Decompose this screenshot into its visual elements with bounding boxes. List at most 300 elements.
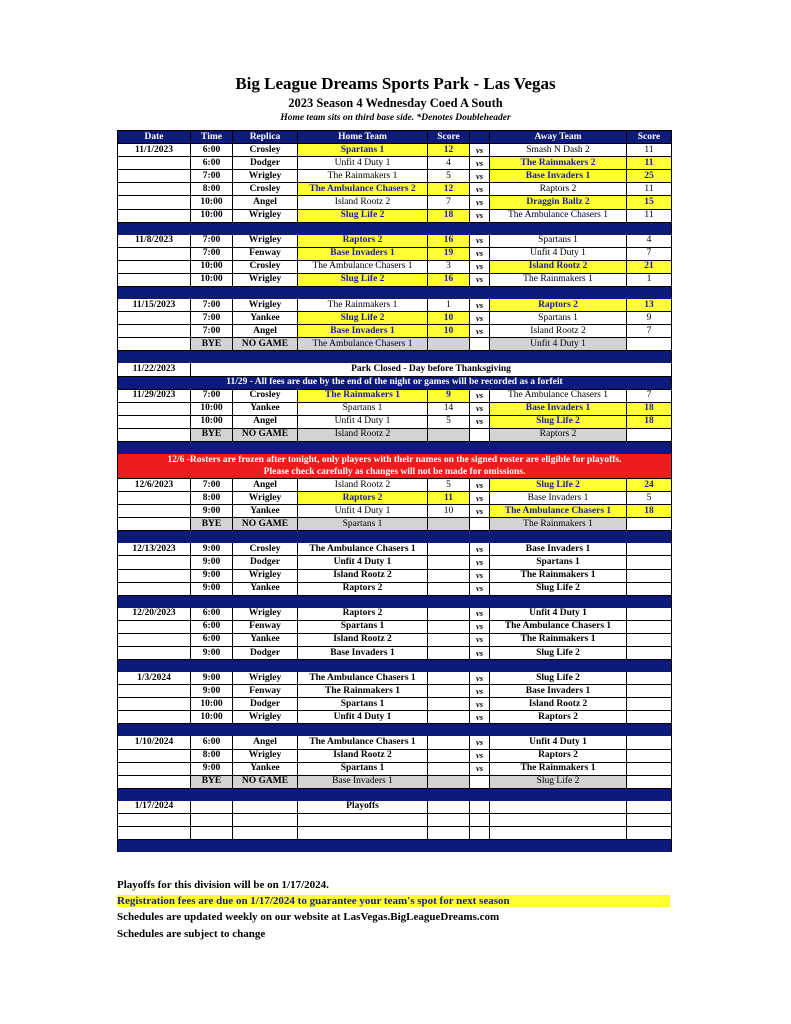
away-team-cell: The Rainmakers 1 [490, 273, 627, 286]
field-cell: Wrigley [233, 672, 298, 685]
time-cell: 9:00 [191, 762, 233, 775]
field-cell [233, 800, 298, 813]
field-cell: Angel [233, 478, 298, 491]
away-score-cell [627, 428, 672, 441]
blank-cell [298, 813, 428, 826]
away-team-cell: Unfit 4 Duty 1 [490, 338, 627, 351]
game-row [118, 685, 672, 698]
field-cell: Wrigley [233, 749, 298, 762]
date-cell: 11/15/2023 [118, 299, 191, 312]
time-cell: 6:00 [191, 144, 233, 157]
footer-website: Schedules are updated weekly on our website at LasVegas.BigLeagueDreams.com [117, 911, 500, 923]
field-cell: Wrigley [233, 569, 298, 582]
game-row [118, 800, 672, 813]
separator-cell [118, 724, 672, 736]
away-score-cell [627, 338, 672, 351]
away-team-cell: Slug Life 2 [490, 582, 627, 595]
col-vs [470, 131, 490, 144]
vs-cell: vs [470, 762, 490, 775]
field-cell: Yankee [233, 505, 298, 518]
date-cell: 1/17/2024 [118, 800, 191, 813]
home-team-cell: The Ambulance Chasers 2 [298, 183, 428, 196]
game-row [118, 234, 672, 247]
bye-row [118, 428, 672, 441]
vs-cell: vs [470, 157, 490, 170]
schedule-note: Home team sits on third base side. *Denotes Doubleheader [280, 113, 511, 123]
home-score-cell: 10 [428, 325, 470, 338]
home-team-cell: Spartans 1 [298, 518, 428, 531]
field-cell: NO GAME [233, 775, 298, 788]
game-row [118, 247, 672, 260]
away-score-cell [627, 685, 672, 698]
home-score-cell [428, 800, 470, 813]
field-cell: Dodger [233, 647, 298, 660]
time-cell: 10:00 [191, 260, 233, 273]
away-score-cell: 1 [627, 273, 672, 286]
date-cell [118, 170, 191, 183]
time-cell: BYE [191, 775, 233, 788]
week-separator [118, 531, 672, 543]
schedule-table [117, 130, 672, 852]
vs-cell: vs [470, 415, 490, 428]
home-score-cell: 9 [428, 389, 470, 402]
game-row [118, 170, 672, 183]
game-row [118, 672, 672, 685]
vs-cell: vs [470, 711, 490, 724]
home-score-cell [428, 685, 470, 698]
away-team-cell: The Rainmakers 1 [490, 569, 627, 582]
away-team-cell: Slug Life 2 [490, 478, 627, 491]
separator-cell [118, 660, 672, 672]
blank-cell [428, 813, 470, 826]
separator-cell [118, 222, 672, 234]
home-team-cell: The Rainmakers 1 [298, 685, 428, 698]
week-separator [118, 351, 672, 363]
vs-cell: vs [470, 312, 490, 325]
date-cell [118, 762, 191, 775]
date-cell [118, 749, 191, 762]
header-row [118, 131, 672, 144]
away-score-cell: 11 [627, 183, 672, 196]
field-cell: Fenway [233, 247, 298, 260]
vs-cell: vs [470, 299, 490, 312]
away-score-cell [627, 569, 672, 582]
time-cell: 10:00 [191, 698, 233, 711]
away-team-cell: Base Invaders 1 [490, 492, 627, 505]
away-score-cell [627, 543, 672, 556]
field-cell: Dodger [233, 157, 298, 170]
away-team-cell: The Ambulance Chasers 1 [490, 505, 627, 518]
date-cell: 11/22/2023 [118, 363, 191, 376]
time-cell: BYE [191, 338, 233, 351]
time-cell: 7:00 [191, 170, 233, 183]
home-score-cell [428, 556, 470, 569]
date-cell: 11/1/2023 [118, 144, 191, 157]
home-score-cell [428, 775, 470, 788]
time-cell: 9:00 [191, 505, 233, 518]
home-score-cell [428, 762, 470, 775]
game-row [118, 736, 672, 749]
time-cell: 10:00 [191, 209, 233, 222]
time-cell: 9:00 [191, 543, 233, 556]
notice-text: 11/29 - All fees are due by the end of the night or games will be recorded as a forfeit [118, 376, 672, 389]
home-team-cell: The Rainmakers 1 [298, 170, 428, 183]
blank-row [118, 827, 672, 840]
blank-cell [298, 827, 428, 840]
page-subtitle: 2023 Season 4 Wednesday Coed A South [288, 96, 503, 110]
home-team-cell: The Ambulance Chasers 1 [298, 338, 428, 351]
alert-line-2: Please check carefully as changes will not be made for omissions. [263, 466, 526, 477]
vs-cell: vs [470, 685, 490, 698]
home-team-cell: Spartans 1 [298, 620, 428, 633]
footer-disclaimer: Schedules are subject to change [117, 928, 266, 940]
blank-cell [118, 813, 191, 826]
date-cell [118, 647, 191, 660]
home-team-cell: Island Rootz 2 [298, 196, 428, 209]
bye-row [118, 775, 672, 788]
away-score-cell: 18 [627, 505, 672, 518]
home-team-cell: Playoffs [298, 800, 428, 813]
away-team-cell: Raptors 2 [490, 183, 627, 196]
home-team-cell: Slug Life 2 [298, 312, 428, 325]
week-separator [118, 788, 672, 800]
away-team-cell: Spartans 1 [490, 234, 627, 247]
separator-cell [118, 441, 672, 453]
away-score-cell: 18 [627, 415, 672, 428]
game-row [118, 478, 672, 491]
home-score-cell [428, 749, 470, 762]
closed-text: Park Closed - Day before Thanksgiving [191, 363, 672, 376]
away-team-cell: The Rainmakers 1 [490, 633, 627, 646]
blank-cell [428, 827, 470, 840]
away-score-cell [627, 620, 672, 633]
time-cell: 6:00 [191, 620, 233, 633]
away-team-cell: Raptors 2 [490, 299, 627, 312]
separator-cell [118, 351, 672, 363]
field-cell: Fenway [233, 685, 298, 698]
home-score-cell [428, 698, 470, 711]
date-cell [118, 711, 191, 724]
vs-cell: vs [470, 170, 490, 183]
col-time: Time [191, 131, 233, 144]
home-team-cell: The Ambulance Chasers 1 [298, 736, 428, 749]
field-cell: Wrigley [233, 234, 298, 247]
date-cell [118, 698, 191, 711]
away-team-cell: Raptors 2 [490, 711, 627, 724]
time-cell: 7:00 [191, 478, 233, 491]
away-team-cell: Base Invaders 1 [490, 685, 627, 698]
blank-cell [470, 813, 490, 826]
home-team-cell: Spartans 1 [298, 144, 428, 157]
vs-cell: vs [470, 247, 490, 260]
vs-cell [470, 800, 490, 813]
time-cell: 9:00 [191, 569, 233, 582]
date-cell [118, 338, 191, 351]
away-score-cell [627, 582, 672, 595]
home-score-cell: 5 [428, 415, 470, 428]
separator-cell [118, 840, 672, 852]
time-cell: 7:00 [191, 299, 233, 312]
away-score-cell: 24 [627, 478, 672, 491]
home-team-cell: Spartans 1 [298, 762, 428, 775]
date-cell [118, 247, 191, 260]
time-cell: 9:00 [191, 672, 233, 685]
footer-playoffs: Playoffs for this division will be on 1/17/2024. [117, 879, 329, 891]
separator-cell [118, 531, 672, 543]
game-row [118, 698, 672, 711]
vs-cell [470, 518, 490, 531]
vs-cell: vs [470, 556, 490, 569]
alert-cell [118, 453, 672, 478]
alert-line-1: 12/6 -Rosters are frozen after tonight, only players with their names on the signed roster are eligible for playoffs. [167, 454, 622, 465]
home-score-cell: 16 [428, 273, 470, 286]
vs-cell: vs [470, 620, 490, 633]
home-team-cell: The Ambulance Chasers 1 [298, 260, 428, 273]
vs-cell: vs [470, 402, 490, 415]
game-row [118, 582, 672, 595]
away-team-cell: The Rainmakers 1 [490, 762, 627, 775]
footer-registration: Registration fees are due on 1/17/2024 to guarantee your team's spot for next season [117, 895, 670, 907]
home-score-cell: 12 [428, 144, 470, 157]
field-cell: Angel [233, 736, 298, 749]
away-team-cell: Base Invaders 1 [490, 170, 627, 183]
closed-row [118, 363, 672, 376]
home-team-cell: Spartans 1 [298, 698, 428, 711]
date-cell [118, 157, 191, 170]
away-team-cell: Island Rootz 2 [490, 698, 627, 711]
home-score-cell: 11 [428, 492, 470, 505]
home-score-cell [428, 543, 470, 556]
game-row [118, 762, 672, 775]
game-row [118, 389, 672, 402]
game-row [118, 633, 672, 646]
field-cell: Wrigley [233, 273, 298, 286]
vs-cell: vs [470, 698, 490, 711]
date-cell [118, 556, 191, 569]
away-score-cell [627, 736, 672, 749]
time-cell: BYE [191, 518, 233, 531]
home-score-cell: 5 [428, 478, 470, 491]
date-cell [118, 518, 191, 531]
home-score-cell: 16 [428, 234, 470, 247]
vs-cell: vs [470, 672, 490, 685]
date-cell [118, 428, 191, 441]
vs-cell: vs [470, 647, 490, 660]
game-row [118, 312, 672, 325]
week-separator [118, 287, 672, 299]
home-score-cell: 18 [428, 209, 470, 222]
game-row [118, 299, 672, 312]
time-cell: BYE [191, 428, 233, 441]
date-cell [118, 183, 191, 196]
game-row [118, 157, 672, 170]
away-team-cell: The Ambulance Chasers 1 [490, 389, 627, 402]
time-cell [191, 800, 233, 813]
home-score-cell [428, 620, 470, 633]
away-team-cell: Spartans 1 [490, 312, 627, 325]
vs-cell: vs [470, 607, 490, 620]
vs-cell: vs [470, 389, 490, 402]
home-team-cell: Slug Life 2 [298, 209, 428, 222]
away-score-cell [627, 633, 672, 646]
home-team-cell: Raptors 2 [298, 492, 428, 505]
vs-cell: vs [470, 325, 490, 338]
away-score-cell [627, 711, 672, 724]
field-cell: Wrigley [233, 492, 298, 505]
away-score-cell: 9 [627, 312, 672, 325]
week-separator [118, 222, 672, 234]
time-cell: 9:00 [191, 582, 233, 595]
game-row [118, 505, 672, 518]
page-title: Big League Dreams Sports Park - Las Vegas [235, 74, 556, 93]
col-away-team: Away Team [490, 131, 627, 144]
away-score-cell [627, 647, 672, 660]
game-row [118, 402, 672, 415]
date-cell [118, 492, 191, 505]
blank-cell [627, 827, 672, 840]
vs-cell: vs [470, 209, 490, 222]
field-cell: Dodger [233, 698, 298, 711]
home-score-cell [428, 607, 470, 620]
away-score-cell: 11 [627, 157, 672, 170]
week-separator [118, 660, 672, 672]
field-cell: Angel [233, 415, 298, 428]
game-row [118, 260, 672, 273]
game-row [118, 556, 672, 569]
date-cell: 1/3/2024 [118, 672, 191, 685]
vs-cell: vs [470, 749, 490, 762]
away-score-cell [627, 800, 672, 813]
field-cell: Yankee [233, 402, 298, 415]
game-row [118, 144, 672, 157]
home-score-cell [428, 736, 470, 749]
date-cell [118, 685, 191, 698]
date-cell [118, 325, 191, 338]
away-team-cell: Smash N Dash 2 [490, 144, 627, 157]
away-score-cell [627, 775, 672, 788]
field-cell: Wrigley [233, 209, 298, 222]
blank-cell [470, 827, 490, 840]
away-team-cell: Spartans 1 [490, 556, 627, 569]
home-team-cell: Island Rootz 2 [298, 569, 428, 582]
vs-cell [470, 428, 490, 441]
away-team-cell [490, 800, 627, 813]
away-team-cell: Unfit 4 Duty 1 [490, 247, 627, 260]
home-score-cell [428, 569, 470, 582]
time-cell: 7:00 [191, 325, 233, 338]
field-cell: Crosley [233, 260, 298, 273]
away-score-cell: 18 [627, 402, 672, 415]
home-score-cell [428, 582, 470, 595]
alert-row [118, 453, 672, 478]
game-row [118, 647, 672, 660]
blank-cell [490, 813, 627, 826]
away-score-cell: 11 [627, 209, 672, 222]
time-cell: 7:00 [191, 312, 233, 325]
vs-cell: vs [470, 505, 490, 518]
away-team-cell: Unfit 4 Duty 1 [490, 607, 627, 620]
vs-cell: vs [470, 183, 490, 196]
home-score-cell: 1 [428, 299, 470, 312]
home-team-cell: Unfit 4 Duty 1 [298, 505, 428, 518]
field-cell: Fenway [233, 620, 298, 633]
time-cell: 10:00 [191, 273, 233, 286]
away-score-cell [627, 698, 672, 711]
home-team-cell: Raptors 2 [298, 607, 428, 620]
away-score-cell: 15 [627, 196, 672, 209]
vs-cell: vs [470, 234, 490, 247]
vs-cell: vs [470, 543, 490, 556]
time-cell: 10:00 [191, 402, 233, 415]
blank-cell [118, 827, 191, 840]
home-team-cell: Raptors 2 [298, 582, 428, 595]
vs-cell: vs [470, 273, 490, 286]
time-cell: 6:00 [191, 633, 233, 646]
blank-row [118, 813, 672, 826]
bye-row [118, 338, 672, 351]
game-row [118, 749, 672, 762]
game-row [118, 196, 672, 209]
field-cell: NO GAME [233, 428, 298, 441]
blank-cell [191, 813, 233, 826]
home-team-cell: Island Rootz 2 [298, 428, 428, 441]
col-home-team: Home Team [298, 131, 428, 144]
home-score-cell: 3 [428, 260, 470, 273]
home-team-cell: Unfit 4 Duty 1 [298, 711, 428, 724]
time-cell: 6:00 [191, 157, 233, 170]
away-score-cell: 7 [627, 389, 672, 402]
away-score-cell [627, 749, 672, 762]
schedule-body [118, 144, 672, 852]
home-team-cell: Unfit 4 Duty 1 [298, 157, 428, 170]
blank-cell [490, 827, 627, 840]
field-cell: Wrigley [233, 607, 298, 620]
date-cell: 12/6/2023 [118, 478, 191, 491]
home-team-cell: Slug Life 2 [298, 273, 428, 286]
date-cell [118, 775, 191, 788]
home-score-cell [428, 672, 470, 685]
home-score-cell [428, 518, 470, 531]
vs-cell: vs [470, 569, 490, 582]
away-score-cell: 5 [627, 492, 672, 505]
home-score-cell: 14 [428, 402, 470, 415]
col-replica: Replica [233, 131, 298, 144]
blank-cell [191, 827, 233, 840]
away-team-cell: Slug Life 2 [490, 775, 627, 788]
home-score-cell [428, 711, 470, 724]
away-score-cell: 11 [627, 144, 672, 157]
vs-cell: vs [470, 582, 490, 595]
vs-cell [470, 338, 490, 351]
separator-cell [118, 595, 672, 607]
away-team-cell: Draggin Ballz 2 [490, 196, 627, 209]
home-score-cell: 19 [428, 247, 470, 260]
away-score-cell: 4 [627, 234, 672, 247]
game-row [118, 325, 672, 338]
bye-row [118, 518, 672, 531]
vs-cell: vs [470, 633, 490, 646]
home-team-cell: The Ambulance Chasers 1 [298, 543, 428, 556]
away-team-cell: Slug Life 2 [490, 672, 627, 685]
field-cell: Wrigley [233, 299, 298, 312]
time-cell: 8:00 [191, 183, 233, 196]
home-score-cell: 7 [428, 196, 470, 209]
away-team-cell: Slug Life 2 [490, 415, 627, 428]
field-cell: Crosley [233, 543, 298, 556]
time-cell: 9:00 [191, 685, 233, 698]
field-cell: Yankee [233, 762, 298, 775]
date-cell [118, 505, 191, 518]
